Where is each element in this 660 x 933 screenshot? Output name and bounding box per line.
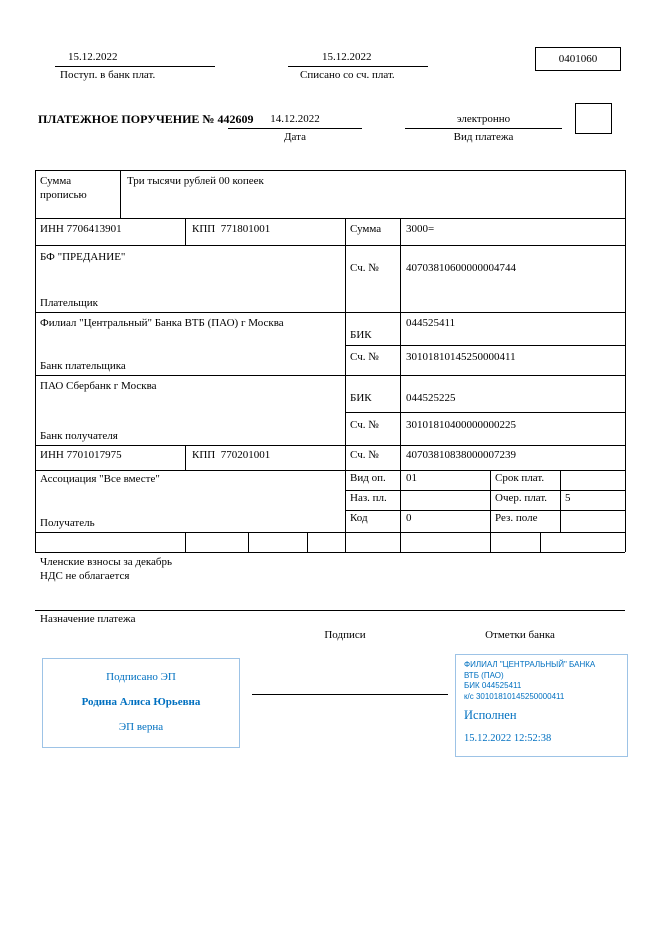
- form-code: 0401060: [558, 53, 598, 65]
- naz-pl-label: Наз. пл.: [350, 492, 387, 504]
- table-border-line: [35, 170, 625, 171]
- payee-account: 40703810838000007239: [406, 449, 516, 461]
- amount-words-label: Сумма: [40, 175, 72, 187]
- bank-stamp-line2: ВТБ (ПАО): [464, 670, 504, 680]
- payee-bank-bik: 044525225: [406, 392, 456, 404]
- table-border-line: [490, 470, 491, 552]
- payer-kpp: КПП 771801001: [192, 223, 271, 235]
- bank-stamp-line1: ФИЛИАЛ "ЦЕНТРАЛЬНЫЙ" БАНКА: [464, 660, 596, 669]
- table-border-line: [185, 445, 186, 470]
- srok-plat-label: Срок плат.: [495, 472, 545, 484]
- status-box: [575, 103, 612, 134]
- payee-name: Ассоциация "Все вместе": [40, 473, 160, 485]
- rez-pole-label: Рез. поле: [495, 512, 538, 524]
- purpose-underline: [35, 610, 625, 611]
- payee-bank-account: 30101810400000000225: [406, 419, 516, 431]
- bank-stamp-line4: к/с 30101810145250000411: [464, 691, 565, 701]
- amount-words-value: Три тысячи рублей 00 копеек: [127, 175, 264, 187]
- ocher-plat-value: 5: [565, 492, 571, 504]
- payer-account-label: Сч. №: [350, 262, 379, 274]
- signature-stamp: [42, 658, 240, 748]
- received-date: 15.12.2022: [68, 51, 118, 63]
- bank-stamp-line3: БИК 044525411: [464, 681, 522, 690]
- signature-stamp-name: Родина Алиса Юрьевна: [81, 696, 201, 708]
- kod-label: Код: [350, 512, 368, 524]
- table-border-line: [345, 490, 625, 491]
- payer-account: 40703810600000004744: [406, 262, 516, 274]
- document-title: ПЛАТЕЖНОЕ ПОРУЧЕНИЕ № 442609: [38, 112, 254, 126]
- bank-marks-label: Отметки банка: [485, 629, 555, 641]
- payee-bank-label: Банк получателя: [40, 430, 118, 442]
- kod-value: 0: [406, 512, 412, 524]
- debited-date: 15.12.2022: [322, 51, 372, 63]
- amount-words-label2: прописью: [40, 189, 87, 201]
- document-date: 14.12.2022: [270, 113, 320, 125]
- signatures-label: Подписи: [324, 629, 366, 641]
- signature-stamp-line1: Подписано ЭП: [106, 671, 176, 683]
- payer-label: Плательщик: [40, 297, 98, 309]
- table-border-line: [400, 218, 401, 552]
- payee-label: Получатель: [40, 517, 95, 529]
- payer-name: БФ "ПРЕДАНИЕ": [40, 251, 126, 263]
- table-border-line: [248, 532, 249, 552]
- payee-bank-account-label: Сч. №: [350, 419, 379, 431]
- payer-inn: ИНН 7706413901: [40, 223, 122, 235]
- table-border-line: [345, 218, 346, 552]
- signature-line: [252, 694, 448, 695]
- table-border-line: [35, 532, 625, 533]
- purpose-line1: Членские взносы за декабрь: [40, 556, 173, 568]
- table-border-line: [35, 170, 36, 552]
- table-border-line: [35, 552, 625, 553]
- vid-op-value: 01: [406, 472, 417, 484]
- payee-kpp: КПП 770201001: [192, 449, 271, 461]
- form-code-box: [535, 47, 621, 71]
- sum-label: Сумма: [350, 223, 382, 235]
- payment-kind: электронно: [456, 113, 511, 125]
- vid-op-label: Вид оп.: [350, 472, 386, 484]
- date-label: Дата: [284, 131, 306, 143]
- payee-bank-name: ПАО Сбербанк г Москва: [40, 380, 157, 392]
- table-border-line: [345, 412, 625, 413]
- payee-account-label: Сч. №: [350, 449, 379, 461]
- table-border-line: [625, 170, 626, 552]
- payee-bank-bik-label: БИК: [350, 392, 372, 404]
- table-border-line: [35, 445, 625, 446]
- divider-line: [405, 128, 562, 129]
- table-border-line: [560, 470, 561, 532]
- bank-stamp: [455, 654, 628, 757]
- table-border-line: [35, 245, 625, 246]
- payer-bank-bik-label: БИК: [350, 329, 372, 341]
- table-border-line: [35, 470, 625, 471]
- table-border-line: [120, 170, 121, 218]
- purpose-line2: НДС не облагается: [40, 570, 130, 582]
- debited-label: Списано со сч. плат.: [300, 69, 395, 81]
- table-border-line: [307, 532, 308, 552]
- sum-value: 3000=: [406, 223, 435, 235]
- divider-line: [228, 128, 362, 129]
- table-border-line: [185, 218, 186, 245]
- table-border-line: [35, 375, 625, 376]
- table-border-line: [35, 312, 625, 313]
- signature-stamp-line3: ЭП верна: [118, 721, 164, 733]
- divider-line: [288, 66, 428, 67]
- payer-bank-account-label: Сч. №: [350, 351, 379, 363]
- bank-stamp-status: Исполнен: [464, 708, 517, 722]
- payer-bank-bik: 044525411: [406, 317, 456, 329]
- payer-bank-name: Филиал "Центральный" Банка ВТБ (ПАО) г Москва: [40, 317, 284, 329]
- bank-stamp-timestamp: 15.12.2022 12:52:38: [464, 733, 552, 744]
- ocher-plat-label: Очер. плат.: [495, 492, 548, 504]
- payment-kind-label: Вид платежа: [453, 131, 514, 143]
- table-border-line: [345, 510, 625, 511]
- table-border-line: [345, 345, 625, 346]
- payer-bank-account: 30101810145250000411: [406, 351, 516, 363]
- table-border-line: [540, 532, 541, 552]
- received-label: Поступ. в банк плат.: [60, 69, 156, 81]
- payer-bank-label: Банк плательщика: [40, 360, 126, 372]
- purpose-label: Назначение платежа: [40, 613, 136, 625]
- table-border-line: [185, 532, 186, 552]
- divider-line: [55, 66, 215, 67]
- payee-inn: ИНН 7701017975: [40, 449, 122, 461]
- table-border-line: [35, 218, 625, 219]
